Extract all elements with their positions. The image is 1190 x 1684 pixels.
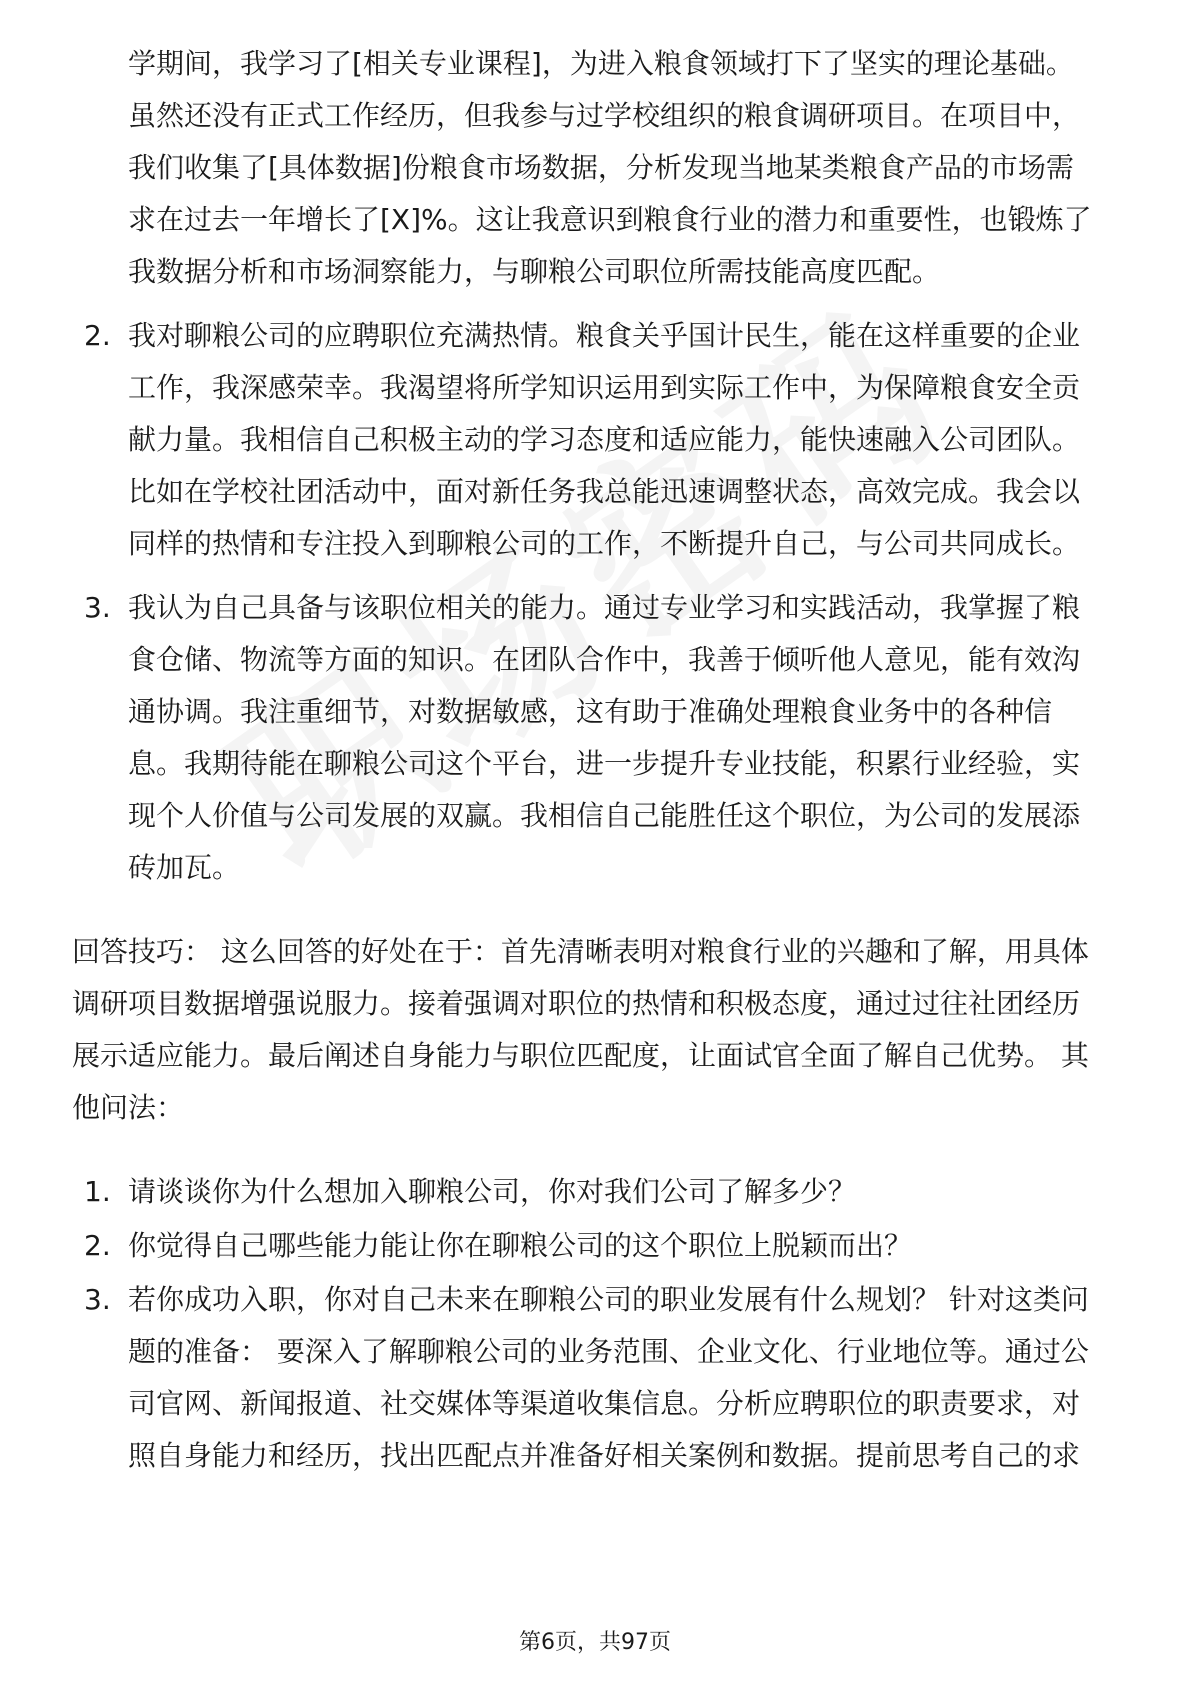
tips-line: 展示适应能力。最后阐述自身能力与职位匹配度，让面试官全面了解自己优势。 其 bbox=[72, 1039, 1089, 1072]
list-number: 2. bbox=[84, 319, 111, 352]
list-number: 3. bbox=[84, 591, 111, 624]
answer-line: 砖加瓦。 bbox=[128, 851, 241, 884]
question-line: 题的准备： 要深入了解聊粮公司的业务范围、企业文化、行业地位等。通过公 bbox=[128, 1335, 1089, 1368]
intro-line: 求在过去一年增长了[X]%。这让我意识到粮食行业的潜力和重要性，也锻炼了 bbox=[128, 203, 1092, 236]
intro-line: 学期间，我学习了[相关专业课程]，为进入粮食领域打下了坚实的理论基础。 bbox=[128, 47, 1074, 80]
question-line: 照自身能力和经历，找出匹配点并准备好相关案例和数据。提前思考自己的求 bbox=[128, 1439, 1081, 1472]
answer-line: 同样的热情和专注投入到聊粮公司的工作，不断提升自己，与公司共同成长。 bbox=[128, 527, 1081, 560]
intro-line: 虽然还没有正式工作经历，但我参与过学校组织的粮食调研项目。在项目中， bbox=[128, 99, 1081, 132]
question-line: 司官网、新闻报道、社交媒体等渠道收集信息。分析应聘职位的职责要求，对 bbox=[128, 1387, 1081, 1420]
tips-line: 调研项目数据增强说服力。接着强调对职位的热情和积极态度，通过过往社团经历 bbox=[72, 987, 1081, 1020]
answer-line: 比如在学校社团活动中，面对新任务我总能迅速调整状态，高效完成。我会以 bbox=[128, 475, 1081, 508]
page-footer: 第6页，共97页 bbox=[519, 1630, 671, 1655]
answer-line: 食仓储、物流等方面的知识。在团队合作中，我善于倾听他人意见，能有效沟 bbox=[128, 643, 1081, 676]
question-line: 请谈谈你为什么想加入聊粮公司，你对我们公司了解多少？ bbox=[128, 1175, 857, 1208]
answer-line: 我对聊粮公司的应聘职位充满热情。粮食关乎国计民生，能在这样重要的企业 bbox=[128, 319, 1081, 352]
intro-line: 我们收集了[具体数据]份粮食市场数据，分析发现当地某类粮食产品的市场需 bbox=[128, 151, 1074, 184]
answer-line: 献力量。我相信自己积极主动的学习态度和适应能力，能快速融入公司团队。 bbox=[128, 423, 1081, 456]
question-line: 若你成功入职，你对自己未来在聊粮公司的职业发展有什么规划？ 针对这类问 bbox=[128, 1283, 1089, 1316]
tips-line: 他问法： bbox=[72, 1091, 185, 1124]
answer-line: 通协调。我注重细节，对数据敏感，这有助于准确处理粮食业务中的各种信 bbox=[128, 695, 1053, 728]
answer-line: 我认为自己具备与该职位相关的能力。通过专业学习和实践活动，我掌握了粮 bbox=[128, 591, 1081, 624]
tips-line: 回答技巧： 这么回答的好处在于：首先清晰表明对粮食行业的兴趣和了解，用具体 bbox=[72, 935, 1089, 968]
list-number: 3. bbox=[84, 1283, 111, 1316]
answer-line: 现个人价值与公司发展的双赢。我相信自己能胜任这个职位，为公司的发展添 bbox=[128, 799, 1081, 832]
question-line: 你觉得自己哪些能力能让你在聊粮公司的这个职位上脱颖而出？ bbox=[128, 1229, 913, 1262]
answer-line: 工作，我深感荣幸。我渴望将所学知识运用到实际工作中，为保障粮食安全贡 bbox=[128, 371, 1081, 404]
answer-line: 息。我期待能在聊粮公司这个平台，进一步提升专业技能，积累行业经验，实 bbox=[128, 747, 1081, 780]
list-number: 2. bbox=[84, 1229, 111, 1262]
list-number: 1. bbox=[84, 1175, 111, 1208]
intro-line: 我数据分析和市场洞察能力，与聊粮公司职位所需技能高度匹配。 bbox=[128, 255, 941, 288]
